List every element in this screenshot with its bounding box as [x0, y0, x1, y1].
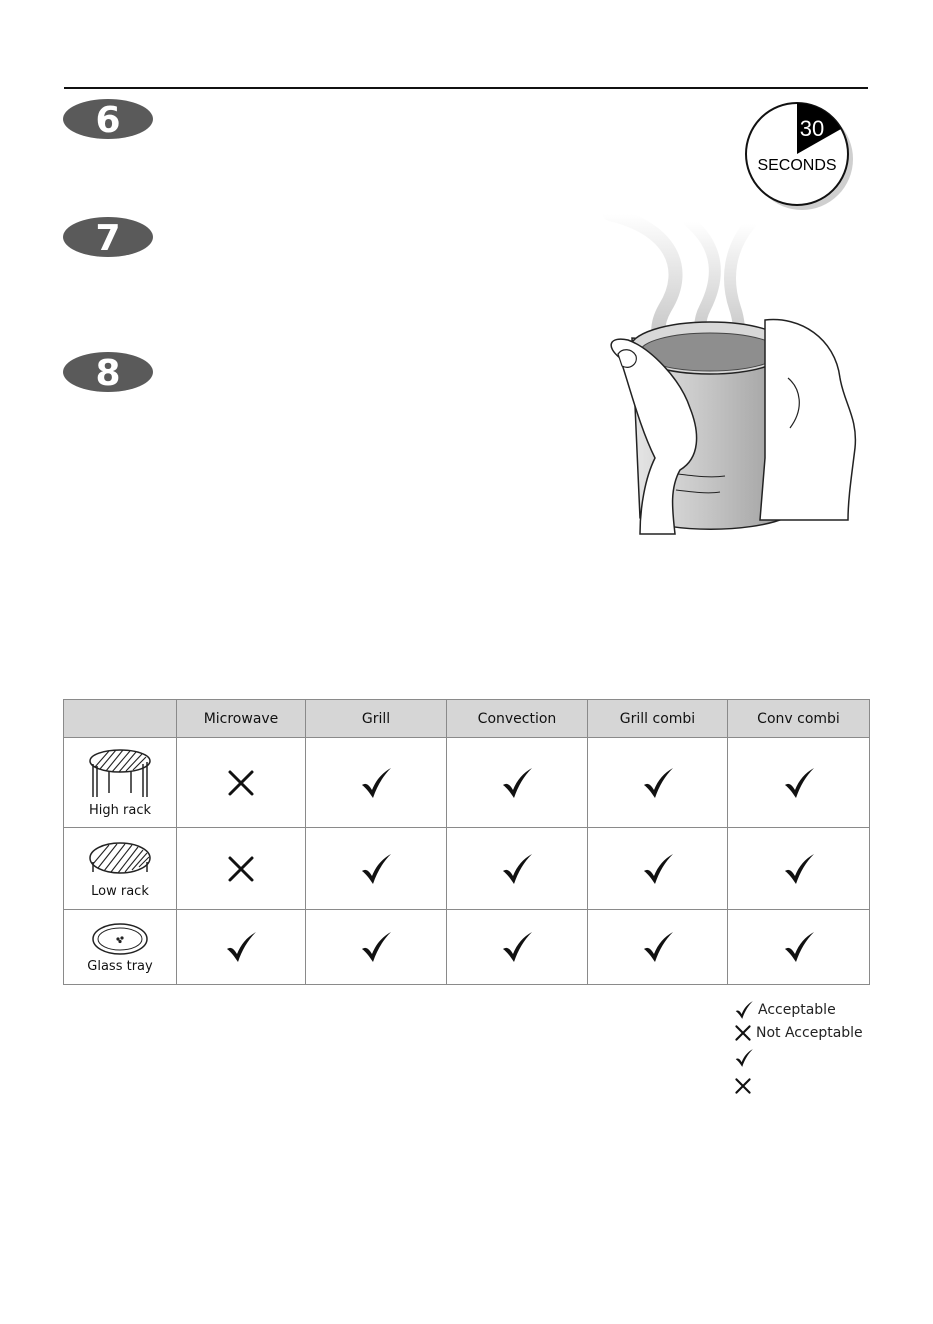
checkmark-icon	[641, 852, 675, 886]
cross-icon	[734, 1024, 752, 1042]
high-rack-icon	[87, 747, 153, 801]
cell-grill-combi	[588, 738, 728, 828]
cell-grill	[306, 738, 447, 828]
table-row	[64, 738, 870, 828]
legend	[734, 998, 863, 1100]
checkmark-icon	[734, 1048, 754, 1068]
checkmark-icon	[359, 852, 393, 886]
low-rack-icon	[87, 838, 153, 882]
step-number: 7	[95, 218, 121, 258]
table-row	[64, 910, 870, 985]
cell-microwave	[177, 738, 306, 828]
cell-convection	[447, 910, 588, 985]
legend-item-not-acceptable	[734, 1021, 863, 1044]
timer-number: 30	[799, 116, 825, 141]
step-7-badge	[62, 216, 154, 258]
legend-item-not-acceptable-secondary	[734, 1072, 863, 1100]
checkmark-icon	[500, 852, 534, 886]
checkmark-icon	[500, 930, 534, 964]
step-number: 6	[95, 100, 121, 140]
header-conv-combi: Conv combi	[728, 700, 870, 738]
checkmark-icon	[734, 1000, 754, 1020]
step-8-badge	[62, 351, 154, 393]
cell-grill	[306, 828, 447, 910]
legend-label-not-acceptable: Not Acceptable	[756, 1024, 863, 1041]
checkmark-icon	[641, 766, 675, 800]
accessory-compatibility-table	[63, 699, 870, 985]
header-convection: Convection	[447, 700, 588, 738]
checkmark-icon	[500, 766, 534, 800]
cross-icon	[226, 768, 256, 798]
cell-microwave	[177, 910, 306, 985]
cell-grill	[306, 910, 447, 985]
legend-label-acceptable: Acceptable	[758, 1001, 836, 1018]
accessory-cell	[64, 738, 177, 828]
cell-grill-combi	[588, 910, 728, 985]
accessory-cell	[64, 828, 177, 910]
accessory-cell	[64, 910, 177, 985]
cell-convection	[447, 828, 588, 910]
header-grill-combi: Grill combi	[588, 700, 728, 738]
checkmark-icon	[359, 766, 393, 800]
cell-grill-combi	[588, 828, 728, 910]
top-rule	[64, 87, 868, 89]
steaming-cup-in-hand-illustration	[600, 208, 868, 538]
accessory-label: Low rack	[91, 884, 149, 899]
header-accessory	[64, 700, 177, 738]
timer-word: SECONDS	[757, 157, 837, 174]
checkmark-icon	[359, 930, 393, 964]
checkmark-icon	[782, 852, 816, 886]
cell-conv-combi	[728, 910, 870, 985]
cross-icon	[226, 854, 256, 884]
cell-convection	[447, 738, 588, 828]
cell-microwave	[177, 828, 306, 910]
table-header-row	[64, 700, 870, 738]
cell-conv-combi	[728, 738, 870, 828]
legend-item-acceptable-secondary	[734, 1044, 863, 1072]
legend-item-acceptable	[734, 998, 863, 1021]
accessory-label: High rack	[89, 803, 151, 818]
header-microwave: Microwave	[177, 700, 306, 738]
checkmark-icon	[641, 930, 675, 964]
header-grill: Grill	[306, 700, 447, 738]
step-number: 8	[95, 353, 121, 393]
table-row	[64, 828, 870, 910]
checkmark-icon	[224, 930, 258, 964]
checkmark-icon	[782, 930, 816, 964]
glass-tray-icon	[90, 921, 150, 957]
cell-conv-combi	[728, 828, 870, 910]
cross-icon	[734, 1077, 752, 1095]
checkmark-icon	[782, 766, 816, 800]
accessory-label: Glass tray	[87, 958, 153, 974]
step-6-badge	[62, 98, 154, 140]
timer-icon	[740, 102, 858, 214]
